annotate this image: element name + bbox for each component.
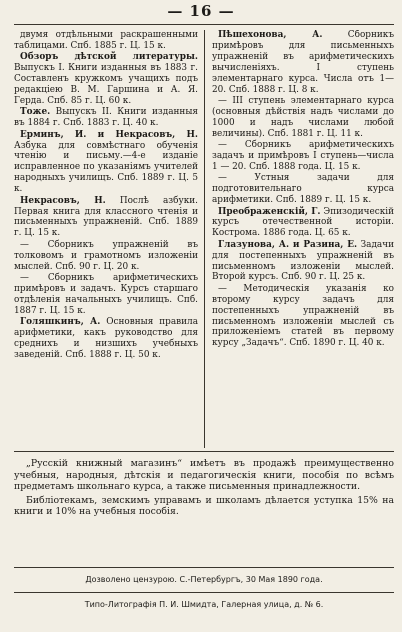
book-description: — Сборникъ упражненій въ толковомъ и грамотномъ изложеніи мыслей. Спб. 90 г. Ц. 20 к. bbox=[14, 239, 198, 272]
printer-line: Типо-Литографія П. И. Шмидта, Галерная улица, д. № 6. bbox=[84, 600, 324, 609]
book-description: — Устныя задачи для подготовительнаго курса арифметики. Спб. 1889 г. Ц. 15 к. bbox=[212, 173, 394, 206]
columns-bottom-rule bbox=[14, 451, 394, 452]
book-description: Послѣ азбуки. Первая книга для классного чтенія и письменныхъ упражненій. Спб. 1889 г. Ц. 15 к. bbox=[14, 195, 198, 239]
right-column bbox=[204, 30, 394, 448]
book-list-columns bbox=[14, 30, 394, 448]
book-entry bbox=[14, 52, 198, 107]
book-entry bbox=[14, 130, 198, 195]
book-description: двумя отдѣльными раскрашенными таблицами. Спб. 1885 г. Ц. 15 к. bbox=[14, 30, 198, 51]
book-entry bbox=[14, 273, 198, 317]
book-description: Выпускъ II. Книги изданныя въ 1884 г. Спб. 1883 г. Ц. 40 к. bbox=[14, 107, 198, 129]
book-entry bbox=[14, 240, 198, 273]
book-author: Тоже. bbox=[20, 107, 51, 118]
book-description: Эпизодическій курсъ отечественной исторіи. Кострома. 1886 года. Ц. 65 к. bbox=[212, 206, 394, 239]
printer-rule bbox=[14, 592, 394, 593]
book-entry bbox=[14, 317, 198, 361]
footer-rule bbox=[14, 567, 394, 568]
left-column bbox=[14, 30, 204, 448]
book-description: — III ступень элементарнаго курса (основныя дѣйствія надъ числами до 1000 и надъ числами любой величины). Спб. 1881 г. Ц. 11 к. bbox=[212, 95, 394, 139]
book-description: — Методическія указанія ко второму курсу задачъ для постепенныхъ упражненій въ письменномъ изложеніи мыслей съ приложеніемъ статей въ первому курсу „Задачъ“. Спб. 1890 г. Ц. 40 к. bbox=[212, 283, 394, 349]
book-entry bbox=[14, 196, 198, 240]
censorship-line: Дозволено цензурою. С.-Петербургъ, 30 Мая 1890 года. bbox=[85, 575, 323, 584]
book-description: Сборникъ примѣровъ для письменныхъ упражненій въ арифметическихъ вычисленіяхъ. I ступень элементарнаго курса. Числа отъ 1—20. Спб. 1888 г. Ц. 8 к. bbox=[212, 30, 394, 95]
header-rule bbox=[14, 24, 394, 25]
notice-paragraph-store: „Русскій книжный магазинъ“ имѣетъ въ продажѣ преимущественно учебныя, народныя, дѣтскія и педагогическія книги, пособія по всѣмъ предметамъ школьнаго курса, а также письменныя принадлежности. bbox=[14, 458, 394, 493]
book-author: Ерминъ, И. и Некрасовъ, Н. bbox=[20, 129, 198, 140]
book-entry bbox=[212, 96, 394, 140]
book-description: Задачи для постепенныхъ упражненій въ письменномъ изложеніи мыслей. Второй курсъ. Спб. 90 г. Ц. 25 к. bbox=[212, 239, 394, 283]
store-notice bbox=[14, 458, 394, 520]
book-entry bbox=[212, 207, 394, 240]
book-entry bbox=[212, 173, 394, 206]
book-description: Азбука для совмѣстнаго обученія чтенію и письму.—4-е изданіе исправленное по указаніямъ учителей народныхъ училищъ. Спб. 1889 г. Ц. 5 к. bbox=[14, 140, 198, 195]
book-entry bbox=[14, 107, 198, 129]
book-entry bbox=[212, 284, 394, 349]
book-author: Голяшкинъ, А. bbox=[20, 317, 101, 328]
book-entry bbox=[212, 240, 394, 284]
book-description: Выпускъ I. Книги изданныя въ 1883 г. Составленъ кружкомъ учащихъ подъ редакціею В. М. Гаршина и А. Я. Герда. Спб. 85 г. Ц. 60 к. bbox=[14, 63, 198, 106]
book-author: Некрасовъ, Н. bbox=[20, 195, 106, 206]
book-entry bbox=[212, 140, 394, 173]
book-entry bbox=[14, 30, 198, 52]
book-author: Глазунова, А. и Разина, Е. bbox=[218, 239, 358, 250]
book-author: Обзоръ дѣтской литературы. bbox=[20, 52, 198, 63]
book-description: Основныя правила арифметики, какъ руководство для среднихъ и низшихъ учебныхъ заведеній. Спб. 1888 г. Ц. 50 к. bbox=[14, 317, 198, 360]
book-author: Преображенскій, Г. bbox=[218, 206, 321, 217]
notice-paragraph-discount: Библіотекамъ, земскимъ управамъ и школамъ дѣлается уступка 15% на книги и 10% на учебныя пособія. bbox=[14, 494, 394, 518]
book-author: Пѣшехонова, А. bbox=[218, 30, 323, 40]
page-number: — 16 — bbox=[167, 2, 235, 20]
book-description: — Сборникъ арифметическихъ задачъ и примѣровъ I ступень—числа 1 — 20. Спб. 1888 года. Ц. 15 к. bbox=[212, 140, 394, 172]
book-entry bbox=[212, 30, 394, 95]
book-description: — Сборникъ арифметическихъ примѣровъ и задачъ. Курсъ старшаго отдѣленія начальныхъ училищъ. Спб. 1887 г. Ц. 15 к. bbox=[14, 272, 198, 316]
